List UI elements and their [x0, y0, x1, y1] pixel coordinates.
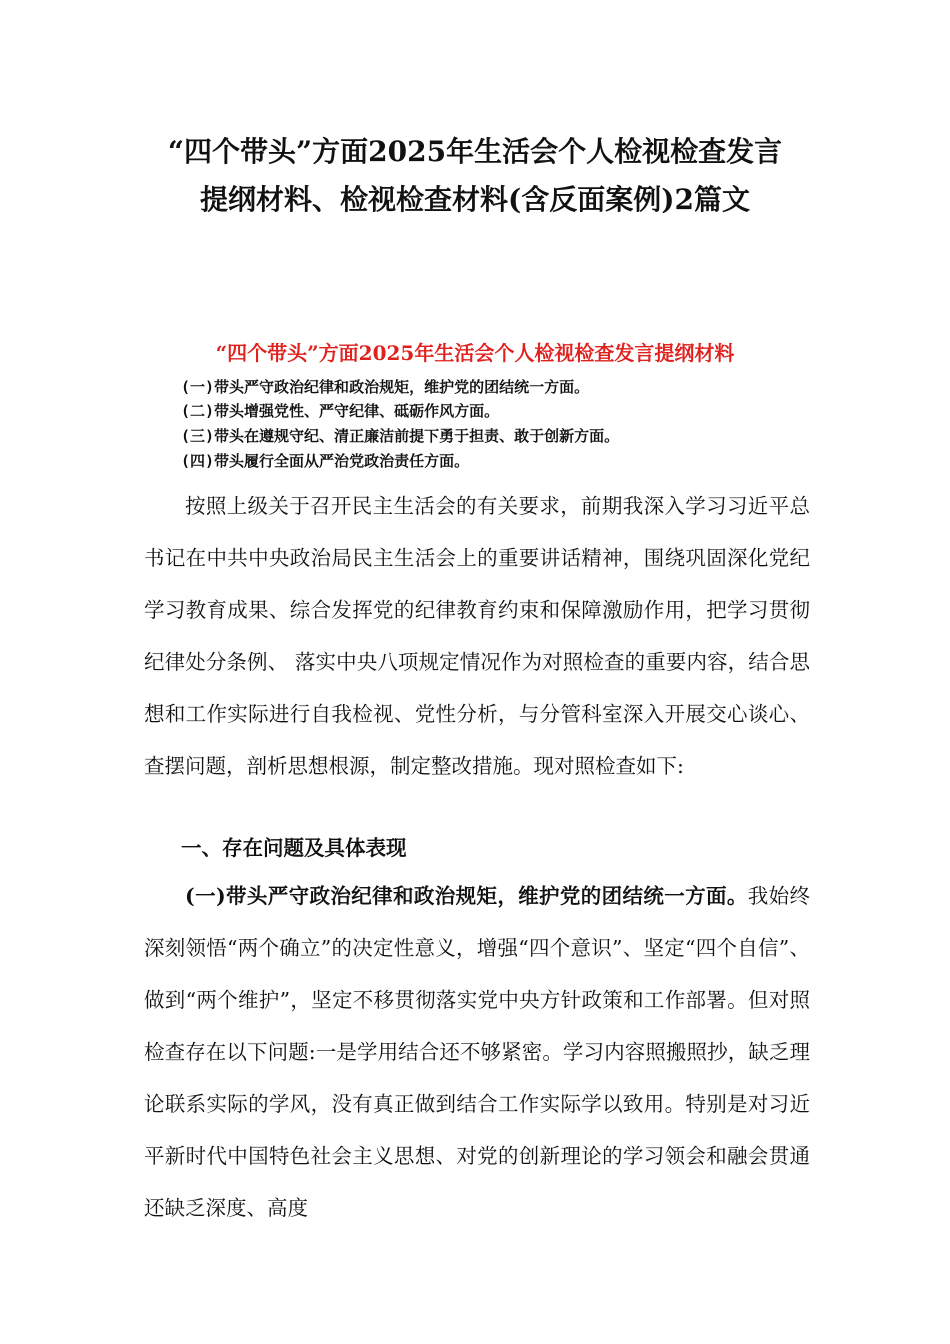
document-title-line-2: 提纲材料、检视检查材料(含反面案例)2篇文 — [200, 183, 750, 216]
outline-item-4: (四)带头履行全面从严治党政治责任方面。 — [181, 452, 470, 470]
section-1-lead: (一)带头严守政治纪律和政治规矩，维护党的团结统一方面。 — [185, 884, 748, 908]
outline-item-2: (二)带头增强党性、严守纪律、砥砺作风方面。 — [181, 402, 500, 420]
outline-item-3: (三)带头在遵规守纪、清正廉洁前提下勇于担责、敢于创新方面。 — [181, 427, 620, 445]
section-1-body: 我始终深刻领悟“两个确立”的决定性意义，增强“四个意识”、坚定“四个自信”、做到“两个维护”，坚定不移贯彻落实党中央方针政策和工作部署。但对照检查存在以下问题:一是学用结合还不够紧密。学习内容照搬照抄，缺乏理论联系实际的学风，没有真正做到结合工作实际学以致用。特别是对习近平新时代中国特色社会主义思想、对党的创新理论的学习领会和融会贯通还缺乏深度、高度 — [144, 884, 811, 1220]
section-heading: 一、存在问题及具体表现 — [181, 836, 407, 860]
document-title-line-1: “四个带头”方面2025年生活会个人检视检查发言 — [167, 135, 783, 168]
intro-paragraph: 按照上级关于召开民主生活会的有关要求，前期我深入学习习近平总书记在中共中央政治局民主生活会上的重要讲话精神，围绕巩固深化党纪学习教育成果、综合发挥党的纪律教育约束和保障激励作用，把学习贯彻纪律处分条例、 落实中央八项规定情况作为对照检查的重要内容，结合思想和工作实际进行自我检视、党性分析，与分管科室深入开展交心谈心、查摆问题，剖析思想根源，制定整改措施。现对照检查如下: — [144, 494, 810, 778]
section-1-paragraph — [144, 870, 810, 1234]
section-subtitle: “四个带头”方面2025年生活会个人检视检查发言提纲材料 — [215, 341, 735, 365]
outline-item-1: (一)带头严守政治纪律和政治规矩，维护党的团结统一方面。 — [181, 378, 590, 396]
